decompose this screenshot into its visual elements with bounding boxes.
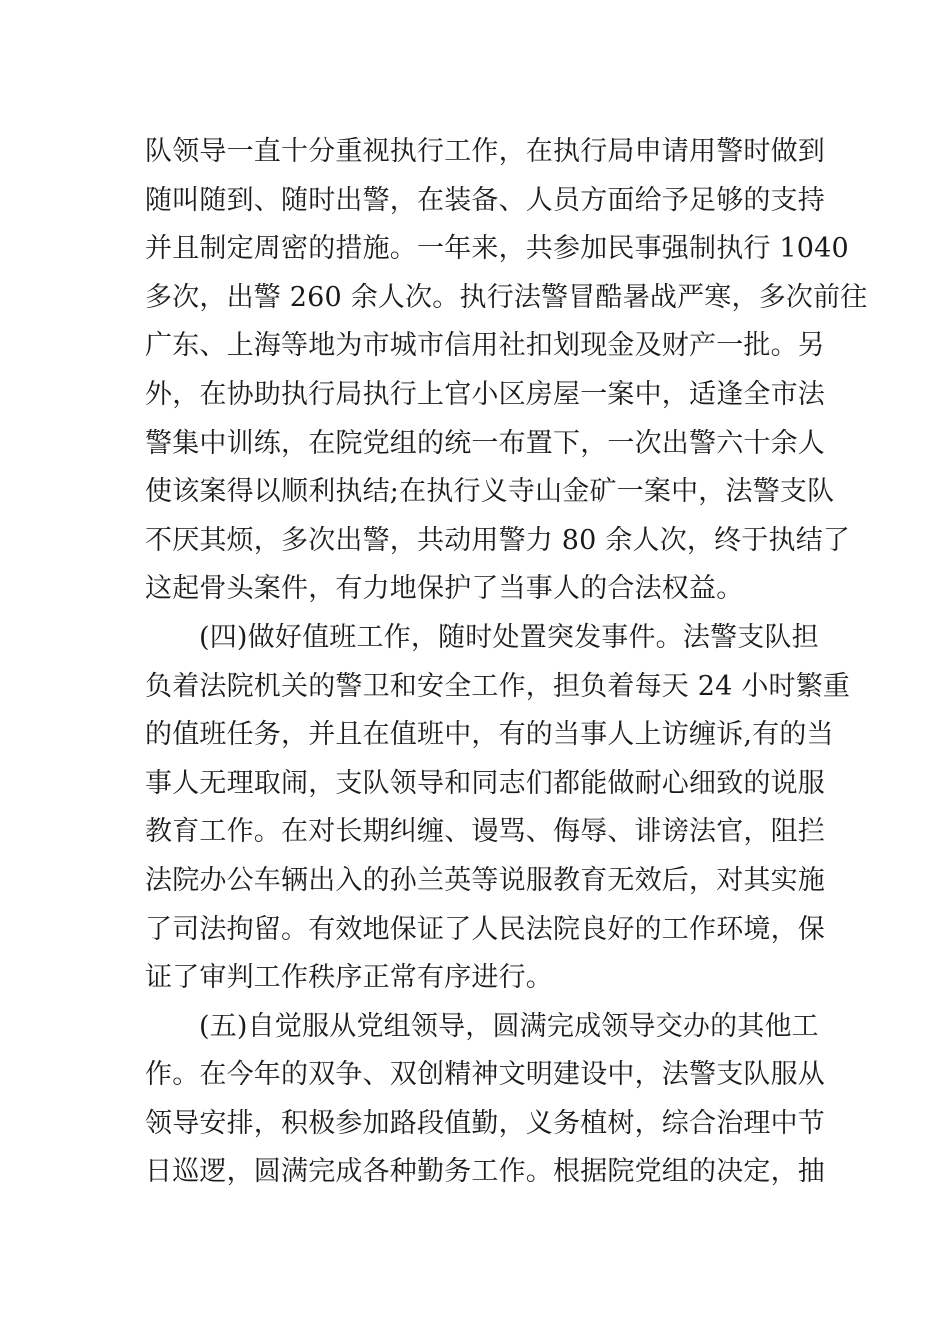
text-line: 并且制定周密的措施。一年来，共参加民事强制执行 1040 (145, 233, 849, 265)
text-line: 负着法院机关的警卫和安全工作，担负着每天 24 小时繁重 (145, 670, 851, 702)
text-line: 队领导一直十分重视执行工作，在执行局申请用警时做到 (145, 136, 825, 167)
text-line: 随叫随到、随时出警，在装备、人员方面给予足够的支持 (145, 184, 825, 216)
text-line: 作。在今年的双争、双创精神文明建设中，法警支队服从 (145, 1059, 825, 1091)
text-line: 多次，出警 260 余人次。执行法警冒酷暑战严寒，多次前往 (145, 281, 868, 313)
text-line: 证了审判工作秩序正常有序进行。 (145, 962, 553, 994)
text-line: (五)自觉服从党组领导，圆满完成领导交办的其他工 (199, 1010, 819, 1042)
text-line: 领导安排，积极参加路段值勤，义务植树，综合治理中节 (145, 1107, 825, 1139)
text-line: 警集中训练，在院党组的统一布置下，一次出警六十余人 (145, 427, 825, 459)
text-line: 这起骨头案件，有力地保护了当事人的合法权益。 (145, 573, 744, 605)
text-line: (四)做好值班工作，随时处置突发事件。法警支队担 (199, 621, 819, 653)
text-line: 不厌其烦，多次出警，共动用警力 80 余人次，终于执结了 (145, 524, 851, 556)
text-line: 日巡逻，圆满完成各种勤务工作。根据院党组的决定，抽 (145, 1156, 825, 1188)
text-line: 使该案得以顺利执结;在执行义寺山金矿一案中，法警支队 (145, 476, 835, 508)
text-line: 事人无理取闹，支队领导和同志们都能做耐心细致的说服 (145, 767, 825, 799)
text-line: 了司法拘留。有效地保证了人民法院良好的工作环境，保 (145, 913, 825, 945)
text-line: 法院办公车辆出入的孙兰英等说服教育无效后，对其实施 (145, 864, 825, 896)
text-line: 外，在协助执行局执行上官小区房屋一案中，适逢全市法 (145, 378, 825, 410)
text-line: 广东、上海等地为市城市信用社扣划现金及财产一批。另 (145, 330, 825, 362)
body-text (145, 128, 868, 1197)
text-line: 的值班任务，并且在值班中，有的当事人上访缠诉,有的当 (145, 719, 834, 751)
text-line: 教育工作。在对长期纠缠、谩骂、侮辱、诽谤法官，阻拦 (145, 816, 825, 848)
